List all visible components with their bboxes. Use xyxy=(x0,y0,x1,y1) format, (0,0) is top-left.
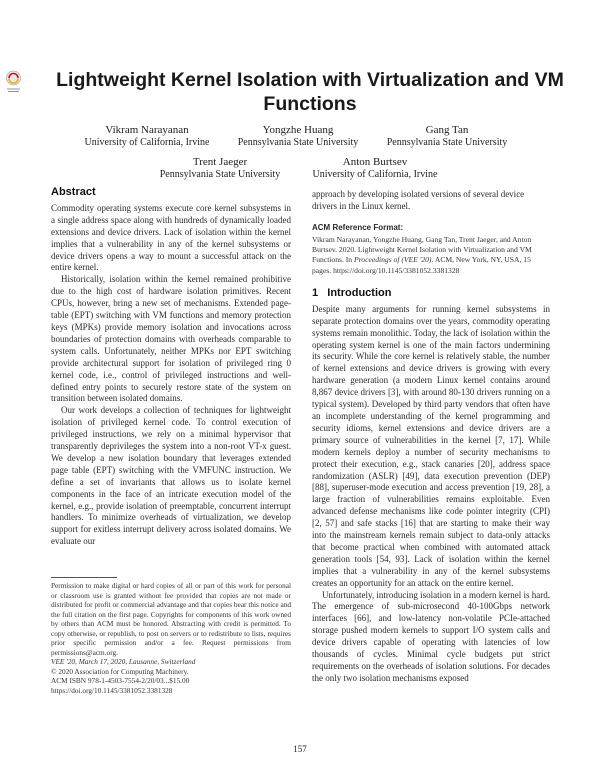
check-for-updates-badge[interactable] xyxy=(5,70,22,94)
acm-reference xyxy=(312,222,550,276)
introduction-paragraph: Despite many arguments for running kernel subsystems in separate protection domains over the years, commodity operating systems remain monolithic. Today, the lack of isolation within the operating system kernel is one of the main factors undermining its security. While the core kernel is relatively stable, the number of kernel extensions and device drivers is growing with every hardware generation (a modern Linux kernel contains around 8,867 device drivers [3], with around 80-130 drivers running on a typical system). Developed by third party vendors that often have an incomplete understanding of the kernel programming and security idioms, kernel extensions and device drivers are a primary source of vulnerabilities in the kernel [7, 17]. While modern kernels deploy a number of security mechanisms to protect their execution, e.g., stack canaries [20], address space randomization (ASLR) [49], data execution prevention (DEP) [88], superuser-mode execution and access prevention [19, 28], a large fraction of vulnerabilities remains exploitable. Even advanced defense mechanisms like code pointer integrity (CPI) [2, 57] and safe stacks [16] that are starting to make their way into the mainstream kernels remain subject to data-only attacks that become practical when combined with automated attack generation tools [54, 93]. Lack of isolation within the kernel implies that a vulnerability in any of the kernel subsystems creates an opportunity for an attack on the entire kernel. xyxy=(312,303,550,588)
permission-footnote xyxy=(51,581,291,695)
acm-reference-heading: ACM Reference Format: xyxy=(312,222,404,232)
right-column xyxy=(312,189,550,685)
abstract-heading: Abstract xyxy=(51,186,96,198)
introduction-heading: 1 Introduction xyxy=(312,286,392,299)
author-affiliation: Pennsylvania State University xyxy=(237,136,359,148)
author-block xyxy=(352,124,542,149)
acm-reference-text-before: Vikram Narayanan, Yongzhe Huang, Gang Tan, Trent Jaeger, and Anton Burtsev. 2020. Lightweight Kernel Isolation with Virtualization and VM Functions. In xyxy=(312,234,532,265)
permission-text: Permission to make digital or hard copies of all or part of this work for personal or classroom use is granted without fee provided that copies are not made or distributed for profit or commercial advantage and that copies bear this notice and the full citation on the first page. Copyrights for components of this work owned by others than ACM must be honored. Abstracting with credit is permitted. To copy otherwise, or republish, to post on servers or to redistribute to lists, requires prior specific permission and/or a fee. Request permissions from permissions@acm.org. xyxy=(51,581,291,657)
isbn-line: ACM ISBN 978-1-4503-7554-2/20/03...$15.00 xyxy=(51,676,190,685)
author-name: Yongzhe Huang xyxy=(262,124,334,136)
author-block xyxy=(280,156,470,181)
left-column xyxy=(51,187,291,548)
acm-reference-text xyxy=(312,235,550,276)
abstract-paragraph: Our work develops a collection of techniques for lightweight isolation of privileged kernel code. To control execution of privileged instructions, we rely on a minimal hypervisor that transparently deprivileges the system into a non-root VT-x guest. We develop a new isolation boundary that leverages extended page table (EPT) switching with the VMFUNC instruction. We define a set of invariants that allows us to isolate kernel components in the face of an intricate execution model of the kernel, e.g., provide isolation of preemptable, concurrent interrupt handlers. To minimize overheads of virtualization, we develop support for exitless interrupt delivery across isolated domains. We evaluate our xyxy=(51,405,291,547)
author-name: Gang Tan xyxy=(425,124,469,136)
abstract-paragraph: Historically, isolation within the kernel remained prohibitive due to the high cost of hardware isolation primitives. Recent CPUs, however, bring a new set of mechanisms. Extended page-table (EPT) switching with VM functions and memory protection keys (MPKs) provide memory isolation and invocations across boundaries of protection domains with overheads comparable to system calls. Unfortunately, neither MPKs nor EPT switching provide architectural support for isolation of privileged ring 0 kernel code, i.e., control of privileged instructions and well-defined entry points to securely restore state of the system on transition between isolated domains. xyxy=(51,274,291,404)
author-name: Vikram Narayanan xyxy=(105,124,189,136)
doi-link[interactable]: https://doi.org/10.1145/3381052.3381328 xyxy=(51,685,173,695)
page-number: 157 xyxy=(293,744,307,754)
conference-info: VEE '20, March 17, 2020, Lausanne, Switzerland xyxy=(51,657,196,666)
author-name: Anton Burtsev xyxy=(342,156,408,168)
abstract-paragraph: Commodity operating systems execute core kernel subsystems in a single address space along with hundreds of dynamically loaded extensions and device drivers. Lack of isolation within the kernel implies that a vulnerability in any of the kernel subsystems or device drivers opens a way to mount a successful attack on the entire kernel. xyxy=(51,202,291,273)
paper-title: Lightweight Kernel Isolation with Virtualization and VM Functions xyxy=(56,69,564,115)
author-affiliation: University of California, Irvine xyxy=(84,136,210,148)
introduction-paragraph: Unfortunately, introducing isolation in a modern kernel is hard. The emergence of sub-microsecond 40-100Gbps network interfaces [66], and low-latency non-volatile PCIe-attached storage pushed modern kernels to support I/O system calls and device drivers capable of operating with latencies of low thousands of cycles. Minimal cycle budgets put strict requirements on the overheads of isolation solutions. For decades the only two isolation mechanisms exposed xyxy=(312,589,550,683)
acm-reference-venue: Proceedings of (VEE '20) xyxy=(353,255,432,265)
author-affiliation: University of California, Irvine xyxy=(312,168,438,180)
acm-reference-text-after: . ACM, New York, NY, USA, 15 pages. https://doi.org/10.1145/3381052.3381328 xyxy=(312,255,531,275)
author-name: Trent Jaeger xyxy=(192,156,248,168)
author-affiliation: Pennsylvania State University xyxy=(386,136,508,148)
copyright-line: © 2020 Association for Computing Machinery. xyxy=(51,666,189,676)
author-affiliation: Pennsylvania State University xyxy=(159,168,281,180)
abstract-paragraph: approach by developing isolated versions of several device drivers in the Linux kernel. xyxy=(312,189,525,211)
check-for-updates-icon xyxy=(5,70,22,94)
footnote-rule xyxy=(51,577,117,578)
